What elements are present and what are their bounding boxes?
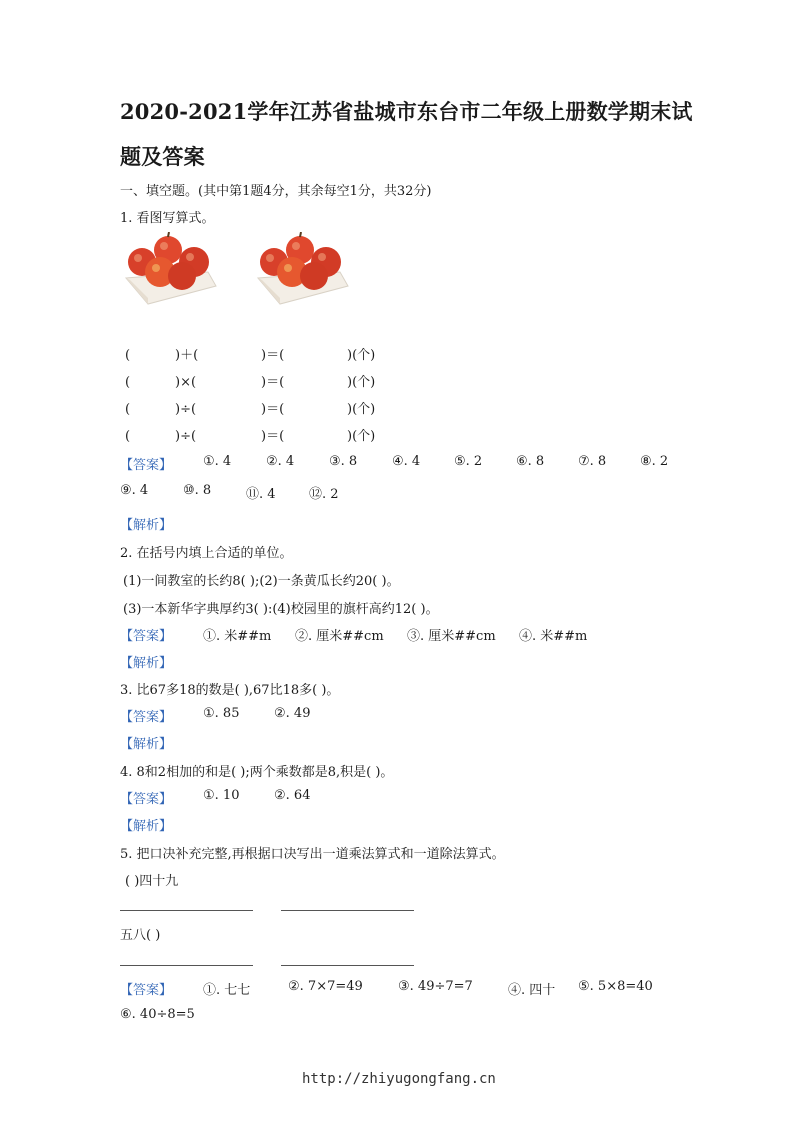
q1-answer-1: ①. 4 [203, 454, 232, 469]
blank-open: ( [125, 402, 131, 417]
answer-label: 【答案】 [120, 629, 173, 644]
q1-answer-4: ④. 4 [392, 454, 421, 469]
question-2-line-1: (1)一间教室的长约8( );(2)一条黄瓜长约20( )。 [123, 574, 400, 589]
equals: )＝( [261, 402, 285, 417]
question-2-line-2: (3)一本新华字典厚约3( ):(4)校园里的旗杆高约12( )。 [123, 602, 439, 617]
question-3-prompt: 3. 比67多18的数是( ),67比18多( )。 [120, 683, 340, 698]
equation-row-3 [125, 398, 375, 417]
q1-answer-11: ⑪. 4 [246, 487, 276, 502]
unit: )(个) [347, 402, 376, 417]
q4-answer-1: ①. 10 [203, 788, 240, 803]
question-5-prompt: 5. 把口决补充完整,再根据口决写出一道乘法算式和一道除法算式。 [120, 847, 505, 862]
answer-line [120, 965, 253, 966]
page-title-line-2: 题及答案 [120, 144, 205, 169]
q3-answer-1: ①. 85 [203, 706, 240, 721]
apple-basket-image-2 [250, 232, 350, 307]
analysis-label: 【解析】 [120, 819, 173, 834]
q1-answer-7: ⑦. 8 [578, 454, 607, 469]
operator: )÷( [175, 429, 197, 444]
q5-answer-5: ⑤. 5×8=40 [578, 979, 653, 994]
question-5-item-2: 五八( ) [120, 928, 161, 943]
equals: )＝( [261, 348, 285, 363]
analysis-label: 【解析】 [120, 656, 173, 671]
q5-answer-3: ③. 49÷7=7 [398, 979, 473, 994]
page-title-line-1: 2020-2021学年江苏省盐城市东台市二年级上册数学期末试 [120, 99, 693, 124]
question-4-prompt: 4. 8和2相加的和是( );两个乘数都是8,积是( )。 [120, 765, 394, 780]
q5-answer-1: ①. 七七 [203, 983, 251, 998]
operator: )÷( [175, 402, 197, 417]
q1-answer-8: ⑧. 2 [640, 454, 669, 469]
q1-answer-3: ③. 8 [329, 454, 358, 469]
q2-answer-2: ②. 厘米##cm [295, 629, 384, 644]
operator: )＋( [175, 348, 199, 363]
unit: )(个) [347, 375, 376, 390]
unit: )(个) [347, 429, 376, 444]
section-header: 一、填空题。(其中第1题4分，其余每空1分，共32分) [120, 184, 432, 199]
footer-url[interactable]: http://zhiyugongfang.cn [302, 1071, 496, 1087]
answer-line [281, 910, 414, 911]
blank-open: ( [125, 375, 131, 390]
q2-answer-4: ④. 米##m [519, 629, 588, 644]
q1-answer-5: ⑤. 2 [454, 454, 483, 469]
q2-answer-1: ①. 米##m [203, 629, 272, 644]
q1-answer-9: ⑨. 4 [120, 483, 149, 498]
unit: )(个) [347, 348, 376, 363]
answer-line [281, 965, 414, 966]
answer-line [120, 910, 253, 911]
q1-answer-2: ②. 4 [266, 454, 295, 469]
answer-label: 【答案】 [120, 792, 173, 807]
q1-answer-10: ⑩. 8 [183, 483, 212, 498]
equals: )＝( [261, 429, 285, 444]
q5-answer-2: ②. 7×7=49 [288, 979, 363, 994]
equation-row-2 [125, 371, 375, 390]
apple-basket-image-1 [118, 232, 218, 307]
answer-label: 【答案】 [120, 983, 173, 998]
q2-answer-3: ③. 厘米##cm [407, 629, 496, 644]
blank-open: ( [125, 348, 131, 363]
equation-row-4 [125, 425, 375, 444]
answer-label: 【答案】 [120, 458, 173, 473]
analysis-label: 【解析】 [120, 737, 173, 752]
q5-answer-6: ⑥. 40÷8=5 [120, 1007, 195, 1022]
q3-answer-2: ②. 49 [274, 706, 311, 721]
equation-row-1 [125, 344, 375, 363]
question-1-prompt: 1. 看图写算式。 [120, 211, 215, 226]
q1-answer-6: ⑥. 8 [516, 454, 545, 469]
q5-answer-4: ④. 四十 [508, 983, 556, 998]
operator: )×( [175, 375, 197, 390]
analysis-label: 【解析】 [120, 518, 173, 533]
question-2-prompt: 2. 在括号内填上合适的单位。 [120, 546, 293, 561]
q1-answer-12: ⑫. 2 [309, 487, 339, 502]
blank-open: ( [125, 429, 131, 444]
question-5-item-1: ( )四十九 [125, 874, 179, 889]
q4-answer-2: ②. 64 [274, 788, 311, 803]
answer-label: 【答案】 [120, 710, 173, 725]
equals: )＝( [261, 375, 285, 390]
